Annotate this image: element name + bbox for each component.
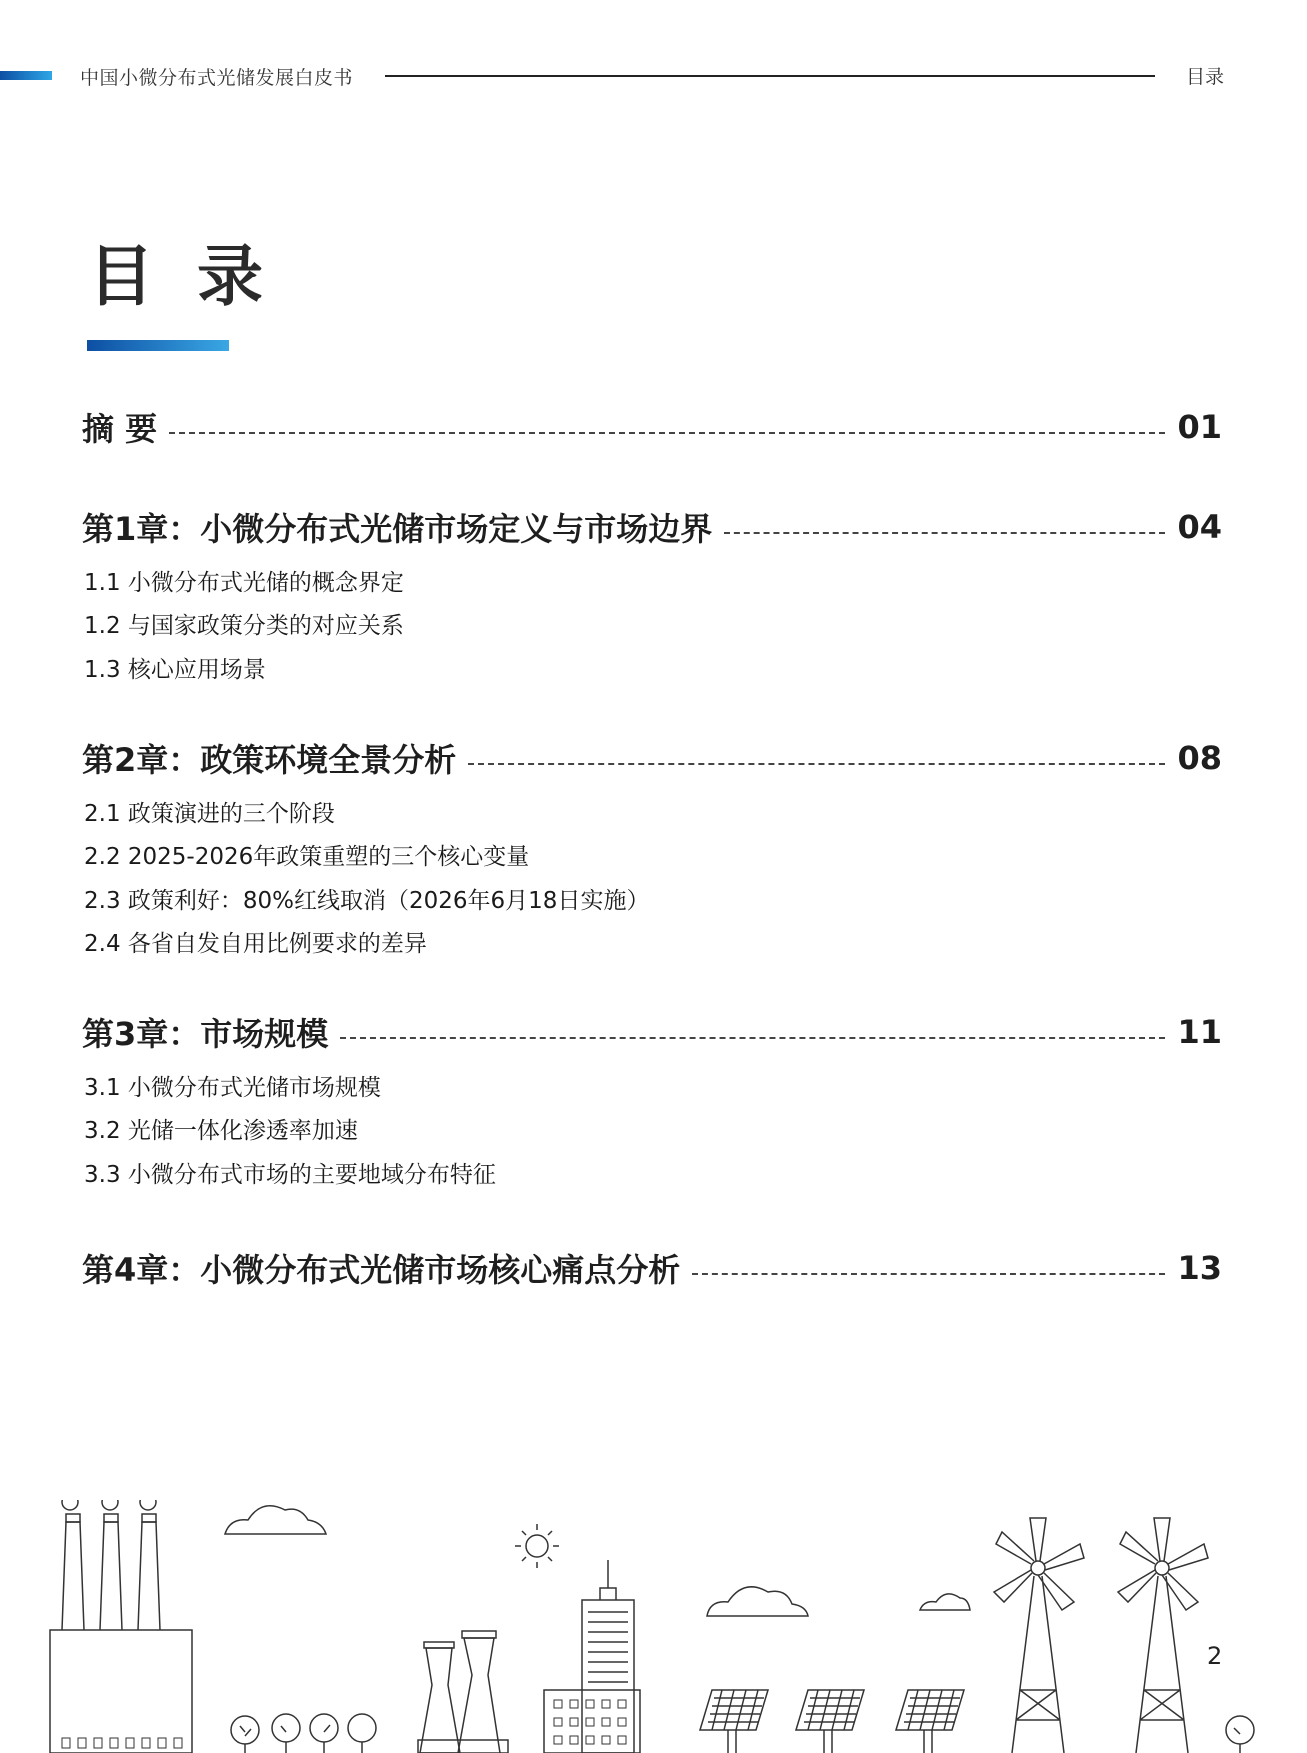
toc-section-2-2[interactable]: 2.2 2025-2026年政策重塑的三个核心变量 bbox=[84, 844, 530, 870]
wind-turbine-icon bbox=[1118, 1518, 1208, 1753]
sun-icon bbox=[515, 1524, 559, 1568]
solar-panel-icon bbox=[796, 1690, 864, 1753]
toc-section-2-3[interactable]: 2.3 政策利好：80%红线取消（2026年6月18日实施） bbox=[84, 888, 650, 914]
toc-chapter-2[interactable] bbox=[82, 735, 1222, 781]
toc-section-3-2[interactable]: 3.2 光储一体化渗透率加速 bbox=[84, 1118, 358, 1144]
toc-chapter-page: 11 bbox=[1177, 1013, 1222, 1051]
toc-section-3-1[interactable]: 3.1 小微分布式光储市场规模 bbox=[84, 1075, 381, 1101]
leader-dots bbox=[468, 763, 1165, 765]
header-accent-bar bbox=[0, 71, 52, 80]
city-energy-illustration bbox=[0, 1500, 1307, 1753]
toc-summary-label: 摘 要 bbox=[82, 410, 158, 448]
toc-chapter-4[interactable] bbox=[82, 1245, 1222, 1291]
trees-icon bbox=[231, 1714, 1254, 1753]
toc-section-2-1[interactable]: 2.1 政策演进的三个阶段 bbox=[84, 801, 335, 827]
leader-dots bbox=[169, 432, 1165, 434]
solar-panel-icon bbox=[896, 1690, 964, 1753]
leader-dots bbox=[724, 532, 1165, 534]
solar-panel-icon bbox=[700, 1690, 768, 1753]
header-rule bbox=[385, 75, 1155, 77]
toc-summary-page: 01 bbox=[1177, 408, 1222, 446]
factory-icon bbox=[50, 1500, 192, 1753]
building-icon bbox=[544, 1560, 640, 1753]
toc-section-2-4[interactable]: 2.4 各省自发自用比例要求的差异 bbox=[84, 931, 427, 957]
wind-turbine-icon bbox=[994, 1518, 1084, 1753]
page-title: 目 录 bbox=[88, 238, 273, 315]
toc-section-1-1[interactable]: 1.1 小微分布式光储的概念界定 bbox=[84, 570, 404, 596]
toc-chapter-page: 08 bbox=[1177, 739, 1222, 777]
toc-chapter-1[interactable] bbox=[82, 504, 1222, 550]
toc-summary-entry[interactable] bbox=[82, 404, 1222, 450]
page-number: 2 bbox=[1207, 1642, 1223, 1670]
toc-chapter-label: 第2章：政策环境全景分析 bbox=[82, 741, 457, 779]
toc-section-1-2[interactable]: 1.2 与国家政策分类的对应关系 bbox=[84, 613, 404, 639]
toc-chapter-label: 第1章：小微分布式光储市场定义与市场边界 bbox=[82, 510, 713, 548]
toc-chapter-page: 13 bbox=[1177, 1249, 1222, 1287]
toc-chapter-label: 第4章：小微分布式光储市场核心痛点分析 bbox=[82, 1251, 681, 1289]
toc-section-1-3[interactable]: 1.3 核心应用场景 bbox=[84, 657, 266, 683]
cloud-icon bbox=[707, 1587, 808, 1616]
cooling-tower-icon bbox=[418, 1631, 508, 1753]
leader-dots bbox=[340, 1037, 1165, 1039]
toc-chapter-page: 04 bbox=[1177, 508, 1222, 546]
header-section-label: 目录 bbox=[1186, 66, 1225, 88]
toc-section-3-3[interactable]: 3.3 小微分布式市场的主要地域分布特征 bbox=[84, 1162, 496, 1188]
toc-chapter-3[interactable] bbox=[82, 1009, 1222, 1055]
header-doc-title: 中国小微分布式光储发展白皮书 bbox=[80, 67, 354, 89]
leader-dots bbox=[692, 1273, 1165, 1275]
toc-chapter-label: 第3章：市场规模 bbox=[82, 1015, 329, 1053]
title-underline bbox=[87, 340, 229, 351]
cloud-icon bbox=[225, 1506, 326, 1534]
cloud-icon bbox=[920, 1594, 970, 1610]
